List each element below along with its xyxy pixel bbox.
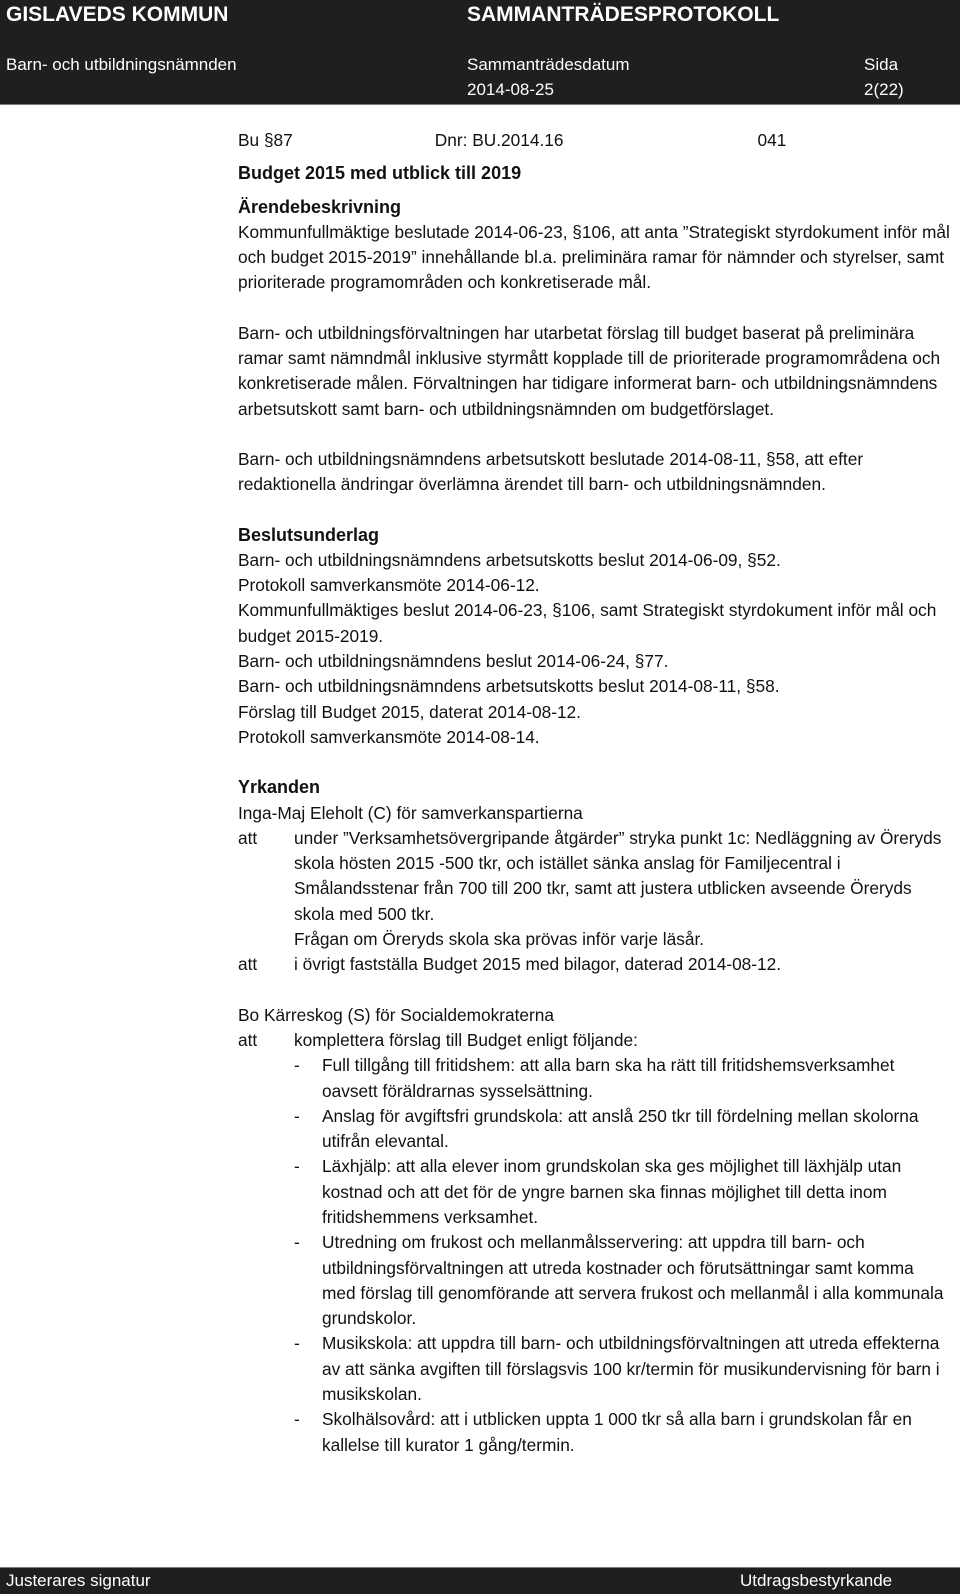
case-reference: [238, 128, 950, 153]
dash-bullet: -: [294, 1105, 300, 1126]
list-item: [238, 1154, 950, 1230]
dash-bullet: -: [294, 1055, 300, 1076]
description-paragraph: Barn- och utbildningsnämndens arbetsutskott beslutade 2014-08-11, §58, att efter redaktionella ändringar överlämna ärendet till barn- och utbildningsnämnden.: [238, 448, 864, 495]
basis-item: Förslag till Budget 2015, daterat 2014-08-12.: [238, 701, 581, 722]
att-clause: [238, 952, 950, 977]
description-heading: Ärendebeskrivning: [238, 196, 402, 217]
header-rule: [0, 104, 960, 105]
proposal-author: Inga-Maj Eleholt (C) för samverkanspartierna: [238, 802, 583, 823]
excerpt-label: Utdragsbestyrkande: [740, 1571, 893, 1590]
dash-bullet: -: [294, 1232, 300, 1253]
list-item-text: Anslag för avgiftsfri grundskola: att anslå 250 tkr till fördelning mellan skolorna utifrån elevantal.: [322, 1105, 919, 1152]
meeting-date-label: Sammanträdesdatum: [467, 55, 630, 74]
description-paragraph: Kommunfullmäktige beslutade 2014-06-23, §106, att anta ”Strategiskt styrdokument inför mål och budget 2015-2019” innehållande bl.a. preliminära ramar för nämnder och styrelser, samt prioriterade programområden och konkretiserade mål.: [238, 221, 950, 293]
basis-item: Barn- och utbildningsnämndens arbetsutskotts beslut 2014-08-11, §58.: [238, 676, 780, 697]
list-item-text: Full tillgång till fritidshem: att alla barn ska ha rätt till fritidshemsverksamhet oavsett föräldrarnas sysselsättning.: [322, 1055, 895, 1101]
basis-item: Kommunfullmäktiges beslut 2014-06-23, §106, samt Strategiskt styrdokument inför mål och budget 2015-2019.: [238, 600, 937, 646]
list-item: [238, 1104, 950, 1155]
att-label: att: [238, 954, 258, 975]
att-text: komplettera förslag till Budget enligt följande:: [294, 1029, 638, 1050]
committee-name: Barn- och utbildningsnämnden: [6, 55, 237, 74]
case-number: Bu §87: [238, 130, 293, 150]
att-clause: [238, 1028, 950, 1053]
signature-label: Justerares signatur: [6, 1571, 151, 1590]
list-item-text: Utredning om frukost och mellanmålsservering: att uppdra till barn- och utbildningsförvaltningen att utreda kostnader och förutsättningar samt komma med förslag till genomförande att servera frukost och mellanmål i alla kommunala grundskolor.: [322, 1232, 944, 1329]
list-item-text: Skolhälsovård: att i utblicken uppta 1 000 tkr så alla barn i grundskolan får en kallelse till kurator 1 gång/termin.: [322, 1409, 912, 1455]
document-header: [0, 0, 960, 104]
description-paragraph: Barn- och utbildningsförvaltningen har utarbetat förslag till budget baserat på preliminära ramar samt nämndmål inklusive styrmått kopplade till de prioriterade programområdena och konkretiserade målen. Förvaltningen har tidigare informerat barn- och utbildningsnämndens arbetsutskott samt barn- och utbildningsnämnden om budgetförslaget.: [238, 322, 941, 419]
basis-item: Barn- och utbildningsnämndens arbetsutskotts beslut 2014-06-09, §52.: [238, 549, 781, 570]
page-number: 2(22): [864, 80, 904, 99]
case-dnr: Dnr: BU.2014.16: [434, 130, 564, 150]
case-code: 041: [757, 130, 787, 150]
dash-bullet: -: [294, 1156, 300, 1177]
proposal-author: Bo Kärreskog (S) för Socialdemokraterna: [238, 1004, 554, 1025]
organization-name: GISLAVEDS KOMMUN: [6, 3, 229, 26]
protocol-body: [238, 128, 950, 1458]
att-text: under ”Verksamhetsövergripande åtgärder” stryka punkt 1c: Nedläggning av Öreryds skola hösten 2015 -500 tkr, och istället sänka anslag för Familjecentral i Smålandsstenar från 700 till 200 tkr, samt att justera utblicken avseende Öreryds skola med 500 tkr.: [294, 827, 942, 924]
case-title: Budget 2015 med utblick till 2019: [238, 163, 522, 184]
att-label: att: [238, 1029, 258, 1050]
att-note: Frågan om Öreryds skola ska prövas inför varje läsår.: [294, 929, 705, 950]
document-footer: [0, 1568, 960, 1594]
basis-item: Protokoll samverkansmöte 2014-06-12.: [238, 575, 540, 596]
att-text: i övrigt fastställa Budget 2015 med bilagor, daterad 2014-08-12.: [294, 954, 782, 975]
dash-bullet: -: [294, 1409, 300, 1430]
list-item-text: Läxhjälp: att alla elever inom grundskolan ska ges möjlighet till läxhjälp utan kostnad och att det för de yngre barnen ska finnas möjlighet till detta inom fritidshemmens verksamhet.: [322, 1156, 902, 1227]
list-item: [238, 1230, 950, 1331]
basis-item: Protokoll samverkansmöte 2014-08-14.: [238, 726, 540, 747]
list-item: [238, 1331, 950, 1407]
meeting-date: 2014-08-25: [467, 80, 554, 99]
list-item: [238, 1053, 950, 1104]
motions-heading: Yrkanden: [238, 777, 321, 798]
basis-item: Barn- och utbildningsnämndens beslut 2014-06-24, §77.: [238, 651, 669, 672]
list-item-text: Musikskola: att uppdra till barn- och utbildningsförvaltningen att utreda effekterna av att sänka avgiften till förslagsvis 100 kr/termin för musikundervisning för barn i musikskolan.: [322, 1333, 940, 1405]
basis-heading: Beslutsunderlag: [238, 524, 380, 545]
dash-bullet: -: [294, 1333, 300, 1354]
page-label: Sida: [864, 55, 899, 74]
list-item: [238, 1407, 950, 1458]
document-type: SAMMANTRÄDESPROTOKOLL: [467, 3, 780, 26]
att-label: att: [238, 827, 258, 848]
att-clause: [238, 826, 950, 952]
